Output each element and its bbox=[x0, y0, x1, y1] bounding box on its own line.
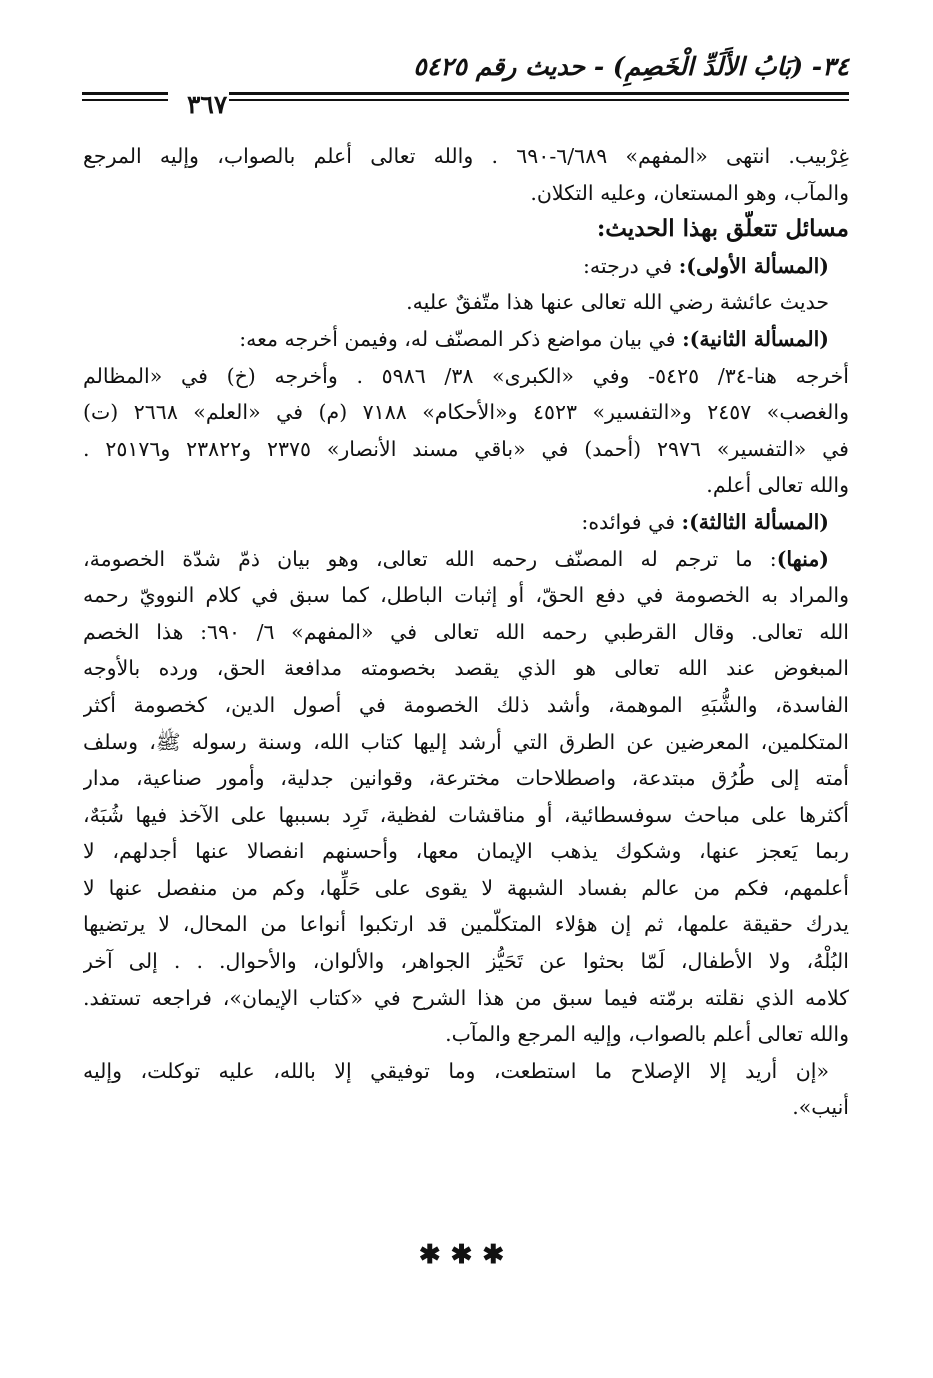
text-fragment: : ما ترجم له المصنّف رحمه الله تعالى، وهو بيان ذمّ شدّة الخصومة، bbox=[83, 546, 777, 571]
text-line: أكثرها على مباحث سوفسطائية، أو مناقشات لفظية، تَرِد بسببها على الآخذ فيها شُبَهٌ، bbox=[83, 802, 849, 827]
issue-three-heading bbox=[83, 504, 849, 541]
issue-one-heading bbox=[83, 248, 849, 285]
text-line: المتكلمين، المعرضين عن الطرق التي أرشد إليها كتاب الله، وسنة رسوله ﷺ، وسلف bbox=[83, 729, 849, 754]
text-line: الفاسدة، والشُّبَهِ الموهمة، وأشد ذلك الخصومة في أصول الدين، كخصومة أكثر bbox=[83, 692, 849, 717]
text-line: أعلمهم، فكم من عالم بفساد الشبهة لا يقوى على حَلِّها، وكم من منفصل عنها لا bbox=[83, 875, 849, 900]
text-line: أخرجه هنا-٣٤/ ٥٤٢٥- وفي «الكبرى» ٣٨/ ٥٩٨٦ . وأخرجه (خ) في «المظالم bbox=[83, 363, 849, 388]
text-line: يدرك حقيقة علمها، ثم إن هؤلاء المتكلّمين قد ارتكبوا أنواعا من المحال، لا يرتضيها bbox=[83, 912, 849, 937]
text-line: «إن أريد إلا الإصلاح ما استطعت، وما توفيقي إلا بالله، عليه توكلت، وإليه bbox=[83, 1058, 829, 1083]
text-line: أمته إلى طُرُق مبتدعة، واصطلاحات مخترعة، وقوانين جدلية، وأمور صناعية، مدار bbox=[83, 766, 849, 791]
text-line: البُلْهُ، ولا الأطفال، لَمّا بحثوا عن تَحَيُّز الجواهر، والألوان، والأحوال. . . إلى آخر bbox=[83, 949, 849, 974]
text-line: والغصب» ٢٤٥٧ و«التفسير» ٤٥٢٣ و«الأحكام» ٧١٨٨ (م) في «العلم» ٢٦٦٨ (ت) bbox=[83, 400, 849, 425]
issue-label: (المسألة الثانية): bbox=[682, 326, 829, 351]
section-heading: مسائل تتعلّق بهذا الحديث: bbox=[596, 215, 849, 243]
header-rule bbox=[82, 99, 168, 101]
body-text bbox=[83, 138, 849, 1126]
text-line: والمآب، وهو المستعان، وعليه التكلان. bbox=[530, 180, 849, 205]
chapter-title: ٣٤- (بَابُ الأَلَدِّ الْخَصِمِ) - حديث رقم ٥٤٢٥ bbox=[413, 52, 849, 81]
issue-label: (المسألة الثالثة): bbox=[681, 509, 829, 534]
issue-two-heading bbox=[83, 321, 849, 358]
text-line: والله تعالى أعلم. bbox=[706, 473, 849, 498]
issue-topic: في فوائده: bbox=[581, 509, 682, 534]
section-end-stars: ✱✱✱ bbox=[418, 1240, 515, 1270]
text-line: والمراد به الخصومة في دفع الحقّ، أو إثبات الباطل، كما سبق في كلام النوويّ رحمه bbox=[83, 583, 849, 608]
minha-label: (منها) bbox=[776, 546, 829, 571]
text-line: الله تعالى. وقال القرطبي رحمه الله تعالى في «المفهم» ٦/ ٦٩٠: هذا الخصم bbox=[83, 619, 849, 644]
text-line: حديث عائشة رضي الله تعالى عنها هذا متّفقٌ عليه. bbox=[406, 290, 829, 315]
text-line: غِرْبيب. انتهى «المفهم» ٦/٦٨٩-٦٩٠ . والله تعالى أعلم بالصواب، وإليه المرجع bbox=[83, 144, 849, 168]
text-line: في «التفسير» ٢٩٧٦ (أحمد) في «باقي مسند الأنصار» ٢٣٧٥ و٢٣٨٢٢ و٢٥١٧٦ . bbox=[83, 436, 849, 461]
text-line bbox=[83, 541, 849, 578]
text-line: كلامه الذي نقلته برمّته فيما سبق من هذا الشرح في «كتاب الإيمان»، فراجعه تستفد. bbox=[83, 985, 849, 1010]
issue-topic: في درجته: bbox=[582, 253, 679, 278]
page-number: ٣٦٧ bbox=[187, 90, 228, 119]
text-line: أنيب». bbox=[792, 1095, 849, 1120]
header-rule bbox=[229, 92, 849, 95]
running-header bbox=[69, 52, 849, 119]
text-line: ربما يَعجز عنها، وشكوك يذهب الإيمان معها، وأحسنهم انفصالا عنها أجدلهم، لا bbox=[83, 839, 849, 864]
issue-label: (المسألة الأولى): bbox=[678, 253, 829, 278]
header-rule bbox=[82, 92, 168, 95]
header-rule bbox=[229, 99, 849, 101]
text-line: المبغوض عند الله تعالى هو الذي يقصد بخصومته مدافعة الحق، ورده بالأوجه bbox=[83, 656, 849, 681]
issue-topic: في بيان مواضع ذكر المصنّف له، وفيمن أخرجه معه: bbox=[239, 326, 683, 351]
text-line: والله تعالى أعلم بالصواب، وإليه المرجع والمآب. bbox=[445, 1022, 849, 1047]
